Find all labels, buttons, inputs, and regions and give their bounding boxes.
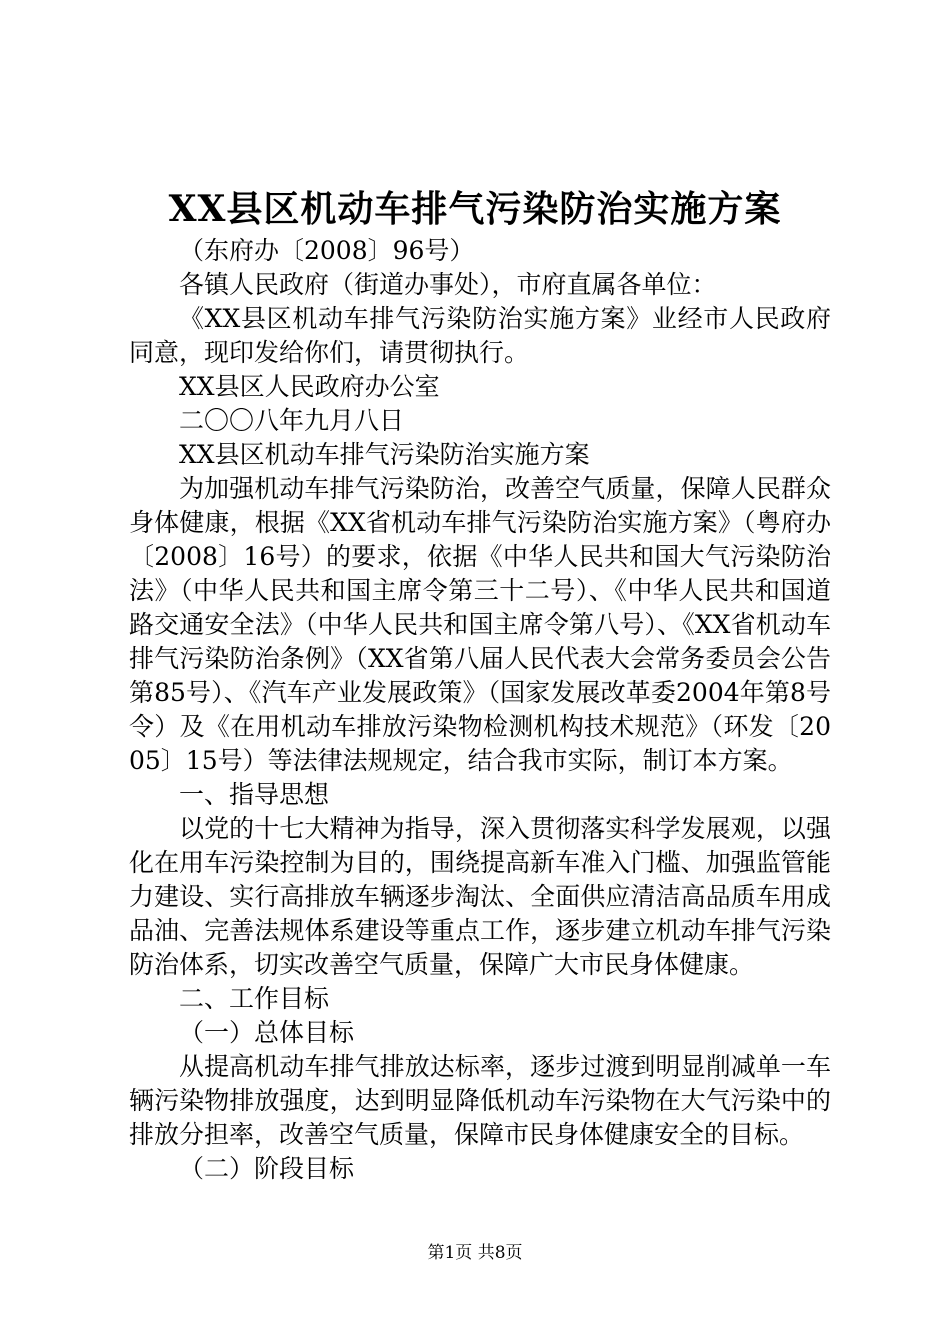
subheading-overall-target: （一）总体目标 — [179, 1018, 355, 1047]
issue-date: 二〇〇八年九月八日 — [179, 406, 405, 435]
document-number: （东府办〔2008〕96号） — [179, 236, 475, 265]
overall-target-paragraph: 从提高机动车排气排放达标率，逐步过渡到明显削减单一车辆污染物排放强度，达到明显降低机动车污染物在大气污染中的排放分担率，改善空气质量，保障市民身体健康安全的目标。 — [129, 1052, 831, 1149]
document-body — [129, 234, 831, 1186]
section-heading-work-targets: 二、工作目标 — [179, 984, 330, 1013]
addressee-line: 各镇人民政府（街道办事处），市府直属各单位： — [179, 270, 717, 299]
document-title: XX县区机动车排气污染防治实施方案 — [168, 188, 782, 230]
intro-paragraph: 为加强机动车排气污染防治，改善空气质量，保障人民群众身体健康，根据《XX省机动车排气污染防治实施方案》（粤府办〔2008〕16号）的要求，依据《中华人民共和国大气污染防治法》（中华人民共和国主席令第三十二号）、《中华人民共和国道路交通安全法》（中华人民共和国主席令第八号）、《XX省机动车排气污染防治条例》（XX省第八届人民代表大会常务委员会公告第85号）、《汽车产业发展政策》（国家发展改革委2004年第8号令）及《在用机动车排放污染物检测机构技术规范》（环发〔2005〕15号）等法律法规规定，结合我市实际，制订本方案。 — [129, 474, 831, 775]
section-heading-guiding-ideology: 一、指导思想 — [179, 780, 330, 809]
issuing-office: XX县区人民政府办公室 — [179, 372, 440, 401]
plan-heading: XX县区机动车排气污染防治实施方案 — [179, 440, 590, 469]
subheading-stage-target: （二）阶段目标 — [179, 1154, 355, 1183]
guiding-ideology-paragraph: 以党的十七大精神为指导，深入贯彻落实科学发展观，以强化在用车污染控制为目的，围绕提高新车准入门槛、加强监管能力建设、实行高排放车辆逐步淘汰、全面供应清洁高品质车用成品油、完善法规体系建设等重点工作，逐步建立机动车排气污染防治体系，切实改善空气质量，保障广大市民身体健康。 — [129, 814, 831, 979]
notice-paragraph: 《XX县区机动车排气污染防治实施方案》业经市人民政府同意，现印发给你们，请贯彻执行。 — [129, 304, 831, 367]
page-number-footer: 第1页 共8页 — [427, 1243, 523, 1263]
